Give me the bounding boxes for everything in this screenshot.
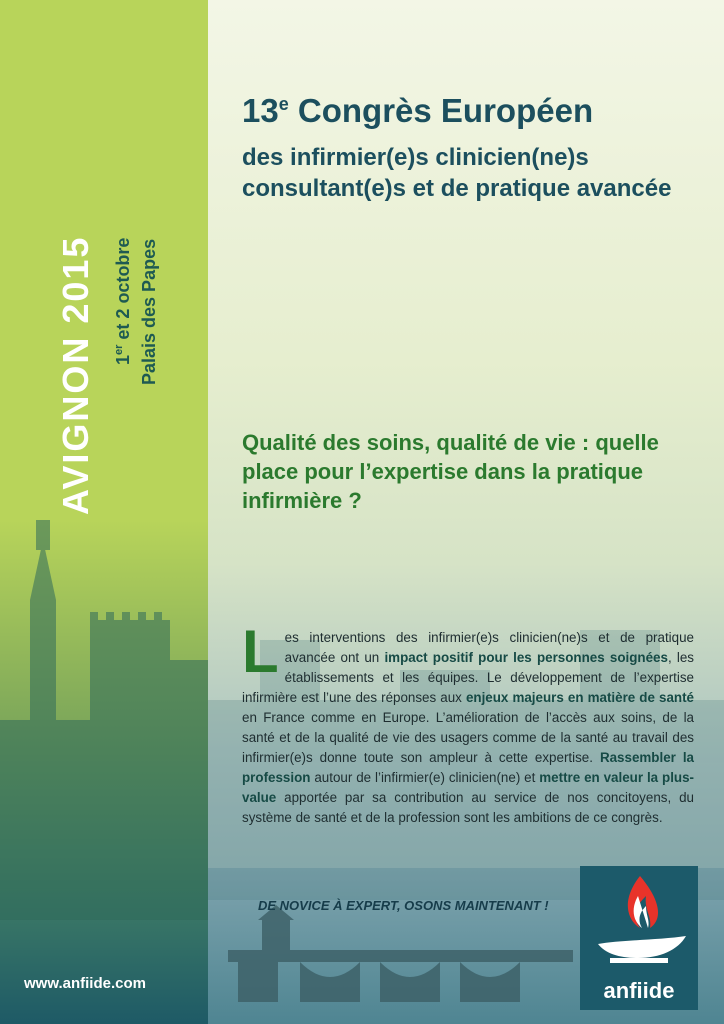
event-city-year: AVIGNON 2015	[55, 235, 96, 515]
event-venue: Palais des Papes	[139, 238, 159, 385]
event-dates: 1er et 2 octobre	[113, 237, 133, 365]
congress-title: 13e Congrès Européen	[242, 92, 594, 129]
congress-subtitle: des infirmier(e)s clinicien(ne)s consultant(e)s et de pratique avancée	[242, 144, 672, 202]
dropcap-letter: L	[242, 618, 279, 685]
logo-name: anfiide	[603, 978, 675, 1003]
body-paragraph: Les interventions des infirmier(e)s clinicien(ne)s et de pratique avancée ont un impact positif pour les personnes soignées, les établissements et les équipes. Le développement de l’expertise infirmière est l’une des réponses aux enjeux majeurs en matière de santé en France comme en Europe. L’amélioration de l’accès aux soins, de la santé et de la qualité de vie des usagers comme de la santé au travail des infirmier(e)s donne toute son ampleur à cette expertise. Rassembler la profession autour de l’infirmier(e) clinicien(ne) et mettre en valeur la plus-value apportée par sa contribution au service de nos concitoyens, du système de santé et de la profession sont les ambitions de ce congrès.	[242, 618, 695, 825]
pont-d-avignon-bridge	[228, 905, 573, 1002]
motto-slogan: DE NOVICE À EXPERT, OSONS MAINTENANT !	[258, 898, 549, 913]
anfiide-logo	[580, 866, 698, 1010]
congress-theme: Qualité des soins, qualité de vie : quelle place pour l’expertise dans la pratique infirmière ?	[242, 430, 659, 513]
website-link[interactable]: www.anfiide.com	[24, 975, 146, 992]
palais-des-papes-silhouette	[0, 520, 208, 920]
vertical-event-block	[55, 180, 175, 520]
